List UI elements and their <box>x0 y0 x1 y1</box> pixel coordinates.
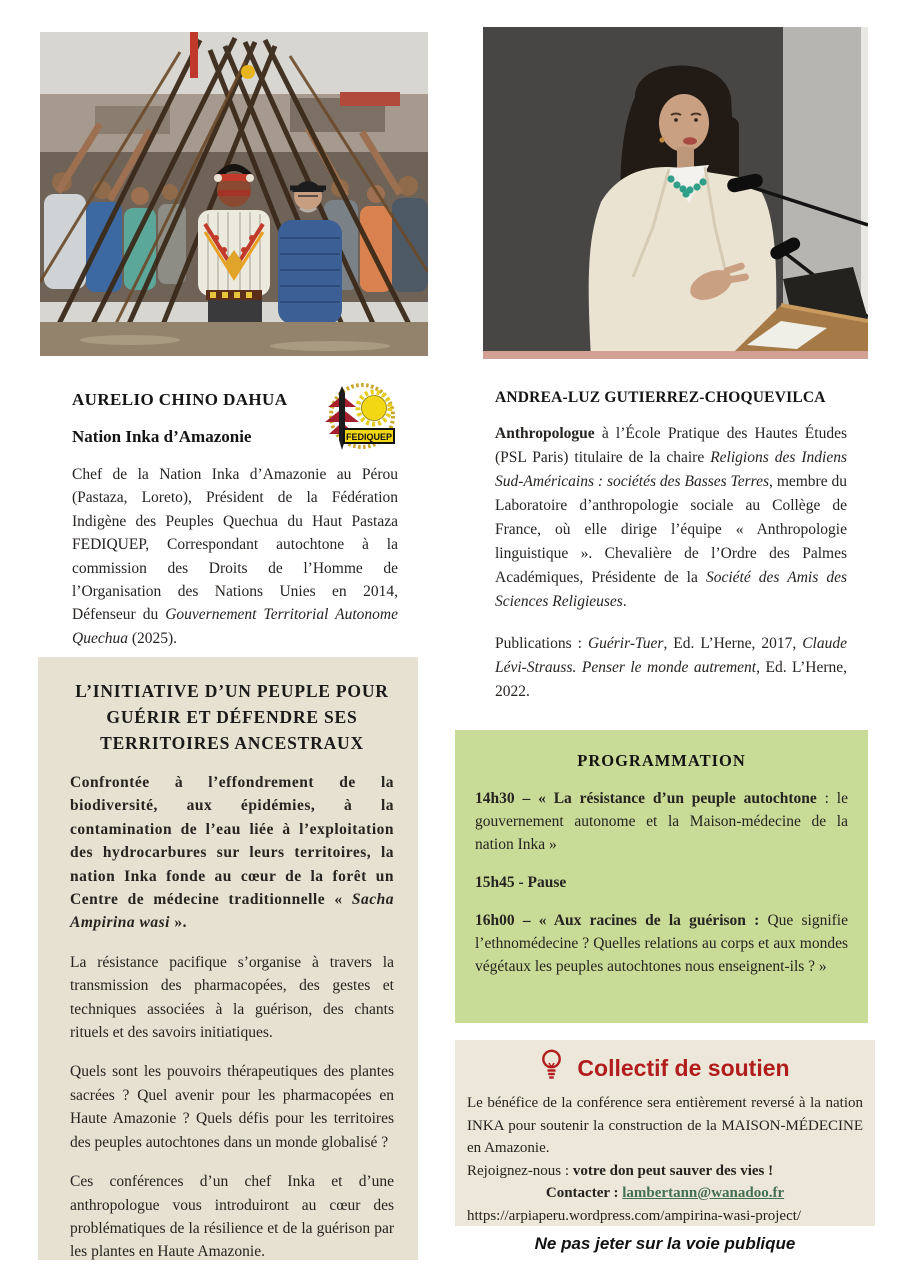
speaker-name-andrea: ANDREA-LUZ GUTIERREZ-CHOQUEVILCA <box>495 389 826 406</box>
initiative-paragraph-3: Quels sont les pouvoirs thérapeutiques des plantes sacrées ? Quel avenir pour les pharmacopées en Haute Amazonie ? Quels défis pour les territoires des peuples autochtones dans un monde globalisé ? <box>70 1063 394 1151</box>
speaker-bio-andrea: Anthropologue à l’École Pratique des Hautes Études (PSL Paris) titulaire de la chaire Religions des Indiens Sud-Américains : sociétés des Basses Terres, membre du Laboratoire d’anthropologie sociale au Collège de France, où elle dirige l’équipe « Anthropologie linguistique ». Chevalière de l’Ordre des Palmes Académiques, Présidente de la Société des Amis des Sciences Religieuses. <box>495 425 847 610</box>
speaker-bio-aurelio: Chef de la Nation Inka d’Amazonie au Pérou (Pastaza, Loreto), Président de la Fédération Indigène des Peuples Quechua du Haut Pastaza FEDIQUEP, Correspondant autochtone à la commission des Droits de l’Homme de l’Organisation des Nations Unies en 2014, Défenseur du Gouvernement Territorial Autonome Quechua (2025). <box>72 466 398 647</box>
programmation-box <box>455 730 868 1023</box>
support-contact-line: Contacter : lambertann@wanadoo.fr <box>545 1185 785 1201</box>
initiative-box <box>38 657 418 1260</box>
initiative-paragraph-1: Confrontée à l’effondrement de la biodiversité, aux épidémies, à la contamination de l’eau liée à l’exploitation des hydrocarbures sur leurs territoires, la nation Inka fonde au cœur de la forêt un Centre de médecine traditionnelle « Sacha Ampirina wasi ». <box>70 774 394 932</box>
email-link[interactable]: lambertann@wanadoo.fr <box>622 1185 785 1201</box>
initiative-title: L’INITIATIVE D’UN PEUPLE POUR GUÉRIR ET DÉFENDRE SES TERRITOIRES ANCESTRAUX <box>75 681 389 753</box>
svg-text:FEDIQUEP: FEDIQUEP <box>345 432 393 442</box>
support-title: Collectif de soutien <box>577 1054 790 1081</box>
footer-note: Ne pas jeter sur la voie publique <box>534 1234 796 1253</box>
support-box <box>455 1040 875 1226</box>
publications: Publications : Guérir-Tuer, Ed. L’Herne, 2017, Claude Lévi-Strauss. Penser le monde autrement, Ed. L’Herne, 2022. <box>495 635 847 700</box>
photo-aurelio-ceremony <box>40 32 428 356</box>
initiative-paragraph-4: Ces conférences d’un chef Inka et d’une anthropologue vous introduiront au cœur des problématiques de la résilience et de la guérison par les plantes en Haute Amazonie. <box>70 1173 394 1261</box>
lightbulb-icon <box>540 1049 563 1087</box>
programmation-item-1430: 14h30 – « La résistance d’un peuple autochtone : le gouvernement autonome et la Maison-médecine de la nation Inka » <box>475 790 848 853</box>
speaker-subtitle-aurelio: Nation Inka d’Amazonie <box>72 427 252 446</box>
support-title-row <box>467 1049 863 1087</box>
programmation-title: PROGRAMMATION <box>577 751 746 770</box>
photo-andrea-speaking <box>483 27 868 359</box>
left-speaker-block <box>72 390 398 650</box>
programmation-item-1600: 16h00 – « Aux racines de la guérison : Que signifie l’ethnomédecine ? Quelles relations au corps et aux mondes végétaux les peuples autochtones nous enseignent-ils ? » <box>475 912 848 975</box>
website-url[interactable]: https://arpiaperu.wordpress.com/ampirina-wasi-project/ <box>467 1207 802 1224</box>
right-speaker-block <box>495 389 847 704</box>
support-join-line: Rejoignez-nous : votre don peut sauver des vies ! <box>467 1162 774 1179</box>
initiative-paragraph-2: La résistance pacifique s’organise à travers la transmission des pharmacopées, des gestes et techniques associées à la guérison, des chants rituels et des savoirs initiatiques. <box>70 953 394 1042</box>
programmation-item-1545: 15h45 - Pause <box>475 874 567 891</box>
speaker-name-aurelio: AURELIO CHINO DAHUA <box>72 390 288 409</box>
support-paragraph: Le bénéfice de la conférence sera entièrement reversé à la nation INKA pour soutenir la construction de la MAISON-MÉDECINE en Amazonie. <box>467 1095 863 1156</box>
